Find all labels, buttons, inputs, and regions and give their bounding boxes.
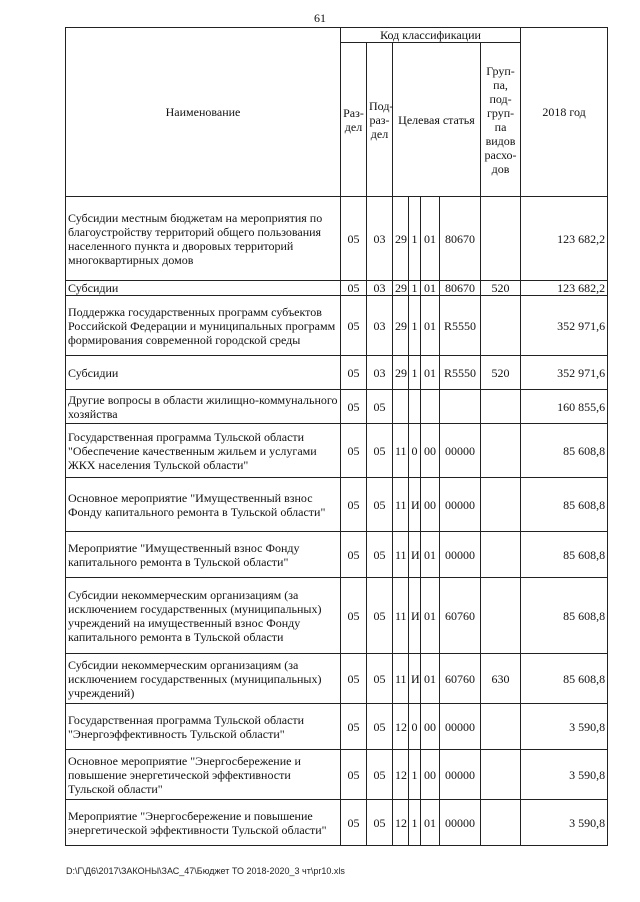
row-subsection: 03 xyxy=(367,296,393,356)
row-section: 05 xyxy=(341,296,367,356)
row-target-event: 00 xyxy=(421,478,440,532)
header-section: Раз- дел xyxy=(341,43,367,197)
row-target-event: 01 xyxy=(421,197,440,281)
row-amount: 85 608,8 xyxy=(521,654,608,704)
row-amount: 85 608,8 xyxy=(521,478,608,532)
row-subsection: 05 xyxy=(367,654,393,704)
row-name: Субсидии xyxy=(66,356,341,390)
row-section: 05 xyxy=(341,800,367,846)
row-amount: 3 590,8 xyxy=(521,704,608,750)
row-name: Субсидии некоммерческим организациям (за исключением государственных (муниципальных) учреждений на имущественный взнос Фонду капитального ремонта в Тульской области xyxy=(66,578,341,654)
row-target-program: 11 xyxy=(393,578,409,654)
row-target-direction: 00000 xyxy=(440,424,481,478)
row-name: Государственная программа Тульской области "Энергоэффективность Тульской области" xyxy=(66,704,341,750)
row-target-direction: 00000 xyxy=(440,532,481,578)
row-expense-group xyxy=(481,532,521,578)
row-amount: 85 608,8 xyxy=(521,578,608,654)
table-row xyxy=(66,478,608,532)
row-expense-group xyxy=(481,296,521,356)
budget-table xyxy=(65,27,608,846)
row-target-subprogram: 0 xyxy=(409,424,421,478)
row-target-subprogram: 1 xyxy=(409,296,421,356)
row-amount: 352 971,6 xyxy=(521,296,608,356)
row-expense-group xyxy=(481,478,521,532)
row-target-program: 29 xyxy=(393,356,409,390)
row-subsection: 05 xyxy=(367,578,393,654)
file-path-footer: D:\Г\Д6\2017\ЗАКОНЫ\ЗАС_47\Бюджет ТО 2018-2020_3 чт\pr10.xls xyxy=(66,866,345,876)
row-target-direction: 80670 xyxy=(440,281,481,296)
row-target-event: 00 xyxy=(421,750,440,800)
row-name: Поддержка государственных программ субъектов Российской Федерации и муниципальных программ формирования современной городской среды xyxy=(66,296,341,356)
table-row xyxy=(66,654,608,704)
row-expense-group: 630 xyxy=(481,654,521,704)
row-name: Другие вопросы в области жилищно-коммунального хозяйства xyxy=(66,390,341,424)
row-section: 05 xyxy=(341,750,367,800)
row-name: Государственная программа Тульской области "Обеспечение качественным жильем и услугами ЖКХ населения Тульской области" xyxy=(66,424,341,478)
row-target-program: 29 xyxy=(393,296,409,356)
row-subsection: 05 xyxy=(367,800,393,846)
row-section: 05 xyxy=(341,578,367,654)
row-name: Субсидии некоммерческим организациям (за исключением государственных (муниципальных) учреждений) xyxy=(66,654,341,704)
header-subsection: Под- раз- дел xyxy=(367,43,393,197)
row-target-program: 11 xyxy=(393,478,409,532)
row-target-subprogram: 1 xyxy=(409,750,421,800)
row-target-subprogram: И xyxy=(409,578,421,654)
row-section: 05 xyxy=(341,704,367,750)
row-target-subprogram: И xyxy=(409,654,421,704)
row-target-event: 01 xyxy=(421,281,440,296)
row-target-subprogram: И xyxy=(409,532,421,578)
row-target-program: 29 xyxy=(393,281,409,296)
row-target-event: 01 xyxy=(421,296,440,356)
row-section: 05 xyxy=(341,390,367,424)
row-subsection: 03 xyxy=(367,197,393,281)
row-expense-group: 520 xyxy=(481,356,521,390)
row-expense-group: 520 xyxy=(481,281,521,296)
row-amount: 85 608,8 xyxy=(521,532,608,578)
row-subsection: 05 xyxy=(367,750,393,800)
header-target-article: Целевая статья xyxy=(393,43,481,197)
row-target-subprogram: И xyxy=(409,478,421,532)
row-target-direction: 00000 xyxy=(440,800,481,846)
row-target-event: 00 xyxy=(421,424,440,478)
row-target-event: 01 xyxy=(421,800,440,846)
row-amount: 3 590,8 xyxy=(521,750,608,800)
row-expense-group xyxy=(481,800,521,846)
row-section: 05 xyxy=(341,281,367,296)
table-row xyxy=(66,197,608,281)
row-target-event: 01 xyxy=(421,654,440,704)
row-name: Основное мероприятие "Энергосбережение и повышение энергетической эффективности Тульской области" xyxy=(66,750,341,800)
row-subsection: 05 xyxy=(367,532,393,578)
row-subsection: 05 xyxy=(367,390,393,424)
row-target-program: 29 xyxy=(393,197,409,281)
row-target-direction: 60760 xyxy=(440,654,481,704)
row-section: 05 xyxy=(341,654,367,704)
row-target-subprogram: 1 xyxy=(409,197,421,281)
table-row xyxy=(66,578,608,654)
row-name: Основное мероприятие "Имущественный взнос Фонду капитального ремонта в Тульской области" xyxy=(66,478,341,532)
row-target-event: 00 xyxy=(421,704,440,750)
row-name: Субсидии местным бюджетам на мероприятия по благоустройству территорий общего пользования населенного пункта и дворовых территорий многоквартирных домов xyxy=(66,197,341,281)
row-section: 05 xyxy=(341,197,367,281)
row-subsection: 05 xyxy=(367,424,393,478)
row-name: Мероприятие "Энергосбережение и повышение энергетической эффективности Тульской области" xyxy=(66,800,341,846)
row-target-event: 01 xyxy=(421,356,440,390)
row-target-event xyxy=(421,390,440,424)
row-target-program: 11 xyxy=(393,532,409,578)
table-row xyxy=(66,532,608,578)
row-section: 05 xyxy=(341,424,367,478)
table-row xyxy=(66,296,608,356)
row-expense-group xyxy=(481,424,521,478)
row-target-program: 11 xyxy=(393,654,409,704)
table-row xyxy=(66,390,608,424)
table-row xyxy=(66,750,608,800)
row-target-event: 01 xyxy=(421,532,440,578)
row-subsection: 03 xyxy=(367,356,393,390)
row-expense-group xyxy=(481,750,521,800)
row-target-program xyxy=(393,390,409,424)
row-section: 05 xyxy=(341,478,367,532)
row-amount: 123 682,2 xyxy=(521,281,608,296)
row-amount: 160 855,6 xyxy=(521,390,608,424)
table-row xyxy=(66,424,608,478)
row-section: 05 xyxy=(341,532,367,578)
page-number: 61 xyxy=(314,11,326,25)
row-subsection: 03 xyxy=(367,281,393,296)
row-target-subprogram: 1 xyxy=(409,356,421,390)
row-amount: 85 608,8 xyxy=(521,424,608,478)
row-target-program: 12 xyxy=(393,704,409,750)
row-target-direction: 60760 xyxy=(440,578,481,654)
row-target-subprogram xyxy=(409,390,421,424)
row-expense-group xyxy=(481,578,521,654)
row-expense-group xyxy=(481,197,521,281)
row-section: 05 xyxy=(341,356,367,390)
row-target-direction: 00000 xyxy=(440,478,481,532)
table-row xyxy=(66,800,608,846)
row-target-program: 11 xyxy=(393,424,409,478)
row-amount: 352 971,6 xyxy=(521,356,608,390)
row-target-subprogram: 1 xyxy=(409,800,421,846)
table-body xyxy=(66,197,608,846)
row-target-event: 01 xyxy=(421,578,440,654)
header-year: 2018 год xyxy=(521,28,608,197)
header-classification: Код классификации xyxy=(341,28,521,43)
row-name: Мероприятие "Имущественный взнос Фонду капитального ремонта в Тульской области" xyxy=(66,532,341,578)
row-amount: 123 682,2 xyxy=(521,197,608,281)
row-subsection: 05 xyxy=(367,478,393,532)
row-target-program: 12 xyxy=(393,750,409,800)
row-amount: 3 590,8 xyxy=(521,800,608,846)
row-target-subprogram: 0 xyxy=(409,704,421,750)
row-name: Субсидии xyxy=(66,281,341,296)
row-target-subprogram: 1 xyxy=(409,281,421,296)
table-row xyxy=(66,281,608,296)
row-target-direction: 00000 xyxy=(440,704,481,750)
table-row xyxy=(66,356,608,390)
row-target-direction: R5550 xyxy=(440,296,481,356)
table-row xyxy=(66,704,608,750)
row-subsection: 05 xyxy=(367,704,393,750)
row-target-direction: 00000 xyxy=(440,750,481,800)
row-target-direction: R5550 xyxy=(440,356,481,390)
row-expense-group xyxy=(481,704,521,750)
row-expense-group xyxy=(481,390,521,424)
row-target-direction: 80670 xyxy=(440,197,481,281)
row-target-direction xyxy=(440,390,481,424)
header-expense-group: Груп- па, под- груп- па видов расхо- дов xyxy=(481,43,521,197)
header-name: Наименование xyxy=(66,28,341,197)
row-target-program: 12 xyxy=(393,800,409,846)
